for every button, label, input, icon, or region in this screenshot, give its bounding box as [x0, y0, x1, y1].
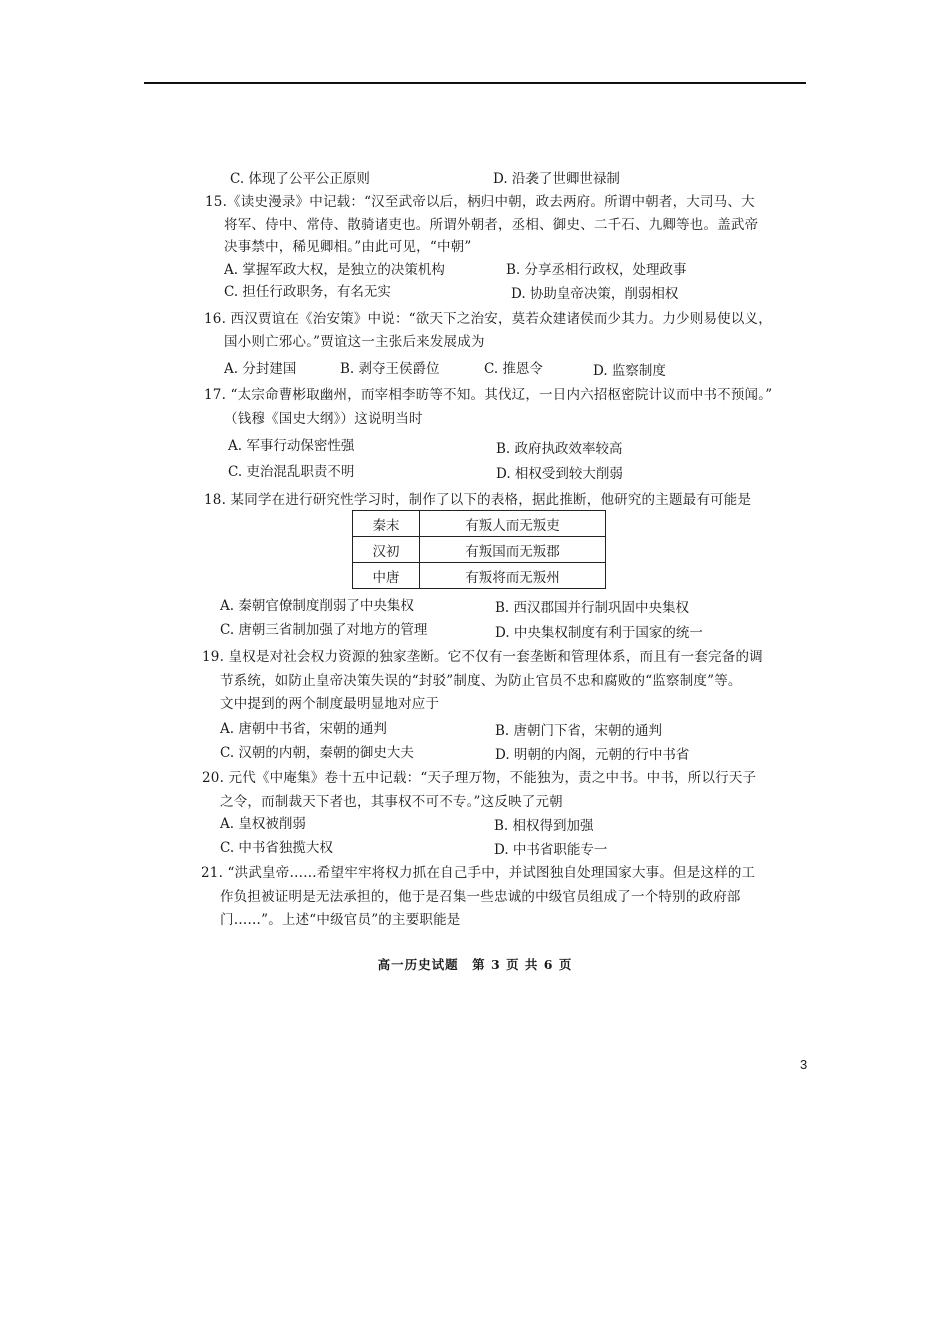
q16-option-b: B. 剥夺王侯爵位 — [340, 361, 440, 377]
page-number: 3 — [800, 1057, 808, 1072]
q20-option-b: B. 相权得到加强 — [494, 818, 594, 834]
q15-stem-line: 决事禁中，稀见卿相。”由此可见，“中朝” — [224, 239, 472, 255]
table-row — [353, 511, 606, 537]
q19-option-c: C. 汉朝的内朝，秦朝的御史大夫 — [220, 745, 414, 761]
q17-option-c: C. 吏治混乱职责不明 — [228, 464, 355, 480]
q18-stem: 18. 某同学在进行研究性学习时，制作了以下的表格，据此推断，他研究的主题最有可能是 — [204, 492, 752, 508]
page-footer: 高一历史试题 第 3 页 共 6 页 — [377, 957, 573, 972]
q20-option-d: D. 中书省职能专一 — [494, 842, 608, 858]
table-cell-description: 有叛人而无叛吏 — [420, 511, 606, 537]
q19-option-b: B. 唐朝门下省，宋朝的通判 — [495, 723, 663, 739]
q15-stem-line: 15.《读史漫录》中记载：“汉至武帝以后，柄归中朝，政去两府。所谓中朝者，大司马、大 — [205, 194, 755, 210]
q19-option-d: D. 明朝的内阁，元朝的行中书省 — [495, 747, 690, 763]
q17-option-d: D. 相权受到较大削弱 — [496, 466, 623, 482]
header-rule — [144, 82, 806, 84]
q16-option-d: D. 监察制度 — [593, 363, 666, 379]
q21-stem-line: 门……”。上述“中级官员”的主要职能是 — [220, 912, 461, 928]
table-cell-period: 汉初 — [353, 537, 420, 563]
q20-stem-line: 之令，而制裁天下者也，其事权不可不专。”这反映了元朝 — [220, 794, 563, 810]
q15-option-d: D. 协助皇帝决策，削弱相权 — [511, 286, 679, 302]
q17-option-b: B. 政府执政效率较高 — [496, 441, 623, 457]
q16-stem-line: 国小则亡邪心。”贾谊这一主张后来发展成为 — [224, 334, 485, 350]
q17-stem-line: 17. “太宗命曹彬取幽州，而宰相李昉等不知。其伐辽，一日内六招枢密院计议而中书不预闻。” — [204, 387, 773, 403]
q18-option-a: A. 秦朝官僚制度削弱了中央集权 — [220, 598, 414, 614]
q19-stem-line: 节系统，如防止皇帝决策失误的“封驳”制度、为防止官员不忠和腐败的“监察制度”等。 — [220, 673, 742, 689]
table-cell-period: 中唐 — [353, 563, 420, 589]
q19-stem-line: 19. 皇权是对社会权力资源的独家垄断。它不仅有一套垄断和管理体系，而且有一套完备的调 — [202, 649, 763, 665]
q17-option-a: A. 军事行动保密性强 — [228, 438, 355, 454]
table-row — [353, 563, 606, 589]
q18-table — [352, 510, 606, 589]
table-cell-description: 有叛将而无叛州 — [420, 563, 606, 589]
table-cell-period: 秦末 — [353, 511, 420, 537]
q15-option-c: C. 担任行政职务，有名无实 — [224, 284, 391, 300]
q19-option-a: A. 唐朝中书省，宋朝的通判 — [220, 721, 387, 737]
q20-stem-line: 20. 元代《中庵集》卷十五中记载：“天子理万物，不能独为，责之中书。中书，所以行天子 — [202, 770, 757, 786]
q16-stem-line: 16. 西汉贾谊在《治安策》中说：“欲天下之治安，莫若众建诸侯而少其力。力少则易使以义， — [204, 311, 772, 327]
table-row — [353, 537, 606, 563]
q18-option-d: D. 中央集权制度有利于国家的统一 — [495, 625, 703, 641]
q14-option-c: C. 体现了公平公正原则 — [230, 171, 370, 187]
q19-stem-line: 文中提到的两个制度最明显地对应于 — [220, 696, 440, 712]
q21-stem-line: 21. “洪武皇帝……希望牢牢将权力抓在自己手中，并试图独自处理国家大事。但是这样的工 — [201, 865, 756, 881]
table-cell-description: 有叛国而无叛郡 — [420, 537, 606, 563]
q16-option-a: A. 分封建国 — [224, 361, 297, 377]
q14-option-d: D. 沿袭了世卿世禄制 — [493, 171, 620, 187]
q15-option-a: A. 掌握军政大权，是独立的决策机构 — [224, 262, 445, 278]
q17-stem-line: （钱穆《国史大纲》）这说明当时 — [224, 411, 423, 427]
q18-option-b: B. 西汉郡国并行制巩固中央集权 — [495, 600, 690, 616]
q20-option-a: A. 皇权被削弱 — [220, 816, 306, 832]
q20-option-c: C. 中书省独揽大权 — [220, 840, 333, 856]
q21-stem-line: 作负担被证明是无法承担的，他于是召集一些忠诚的中级官员组成了一个特别的政府部 — [220, 889, 741, 905]
q18-option-c: C. 唐朝三省制加强了对地方的管理 — [220, 622, 428, 638]
q15-stem-line: 将军、侍中、常侍、散骑诸吏也。所谓外朝者，丞相、御史、二千石、九卿等也。盖武帝 — [224, 217, 759, 233]
q15-option-b: B. 分享丞相行政权，处理政事 — [506, 262, 687, 278]
q16-option-c: C. 推恩令 — [484, 361, 543, 377]
